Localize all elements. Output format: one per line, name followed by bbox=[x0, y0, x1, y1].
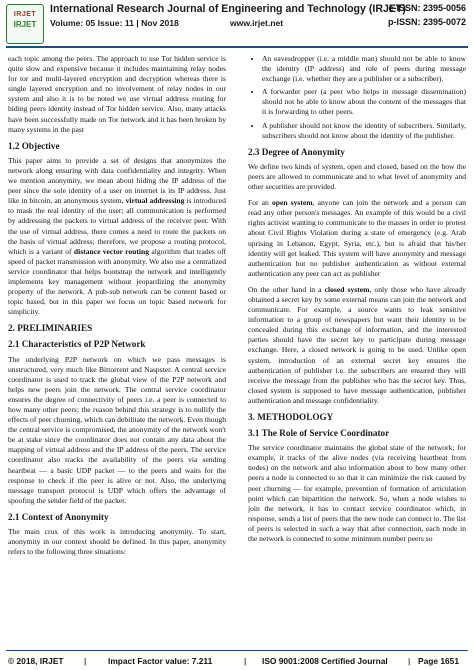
paragraph: each topic among the peers. The approach to use Tor hidden service is quite slow and expensive because it includes maintaining relay nodes for tor and multi-layered encryption and decryption whereas there is single layered encryption and no involvement of relay nodes in our system and also it is to be noted we use virtual address routing for hiding peers identity instead of Tor hidden service. Also, many attacks have been successfully made on Tor network and it has been broken by many systems in the past bbox=[8, 54, 226, 134]
irjet-logo bbox=[6, 4, 44, 44]
paragraph: We define two kinds of system, open and closed, based on the how the peers are allowed to communicate and to what level of anonymity and other securities are provided. bbox=[248, 161, 466, 192]
list-item: • An eavesdropper (i.e. a middle man) should not be able to know the identity (IP address) and role of peers during message exchange (i.e. whether they are a publisher or a subscriber). bbox=[262, 54, 466, 84]
journal-website-link[interactable]: www.irjet.net bbox=[230, 18, 284, 28]
journal-title: International Research Journal of Engineering and Technology (IRJET) bbox=[50, 3, 406, 15]
footer-page-number: Page 1651 bbox=[418, 656, 459, 666]
footer-iso: ISO 9001:2008 Certified Journal bbox=[262, 656, 388, 666]
section-heading-objective: 1.2 Objective bbox=[8, 140, 60, 151]
paragraph bbox=[248, 285, 466, 406]
text-run: is introduced to mask the real identity of the user; all communication is performed by addressing the packets to virtual address of the receiver peer. With the use of virtual address, there comes a need to route the packets on the basis of virtual address; therefore, we propose a routing protocol, which is a variant of bbox=[8, 196, 226, 256]
right-column bbox=[248, 54, 466, 550]
bold-term: distance vector routing bbox=[73, 246, 150, 256]
bold-term: open system bbox=[271, 198, 313, 208]
e-issn: e-ISSN: 2395-0056 bbox=[388, 3, 466, 13]
footer-separator: | bbox=[408, 656, 411, 666]
section-heading-p2p: 2.1 Characteristics of P2P Network bbox=[8, 339, 146, 350]
left-column bbox=[8, 54, 226, 563]
section-heading-methodology: 3. METHODOLOGY bbox=[248, 412, 334, 422]
page-footer bbox=[0, 650, 474, 670]
paragraph: The main crux of this work is introducing anonymity. To start, anonymity in our context should be defined. In this paper, anonymity refers to the following three situations: bbox=[8, 527, 226, 557]
paragraph: The service coordinator maintains the global state of the network; for example, it tracks of the alive nodes (via receiving heartbeat from nodes) on the network and also information about to how many other peers a node is connected to so that it can minimize the risk caused by peer churning — for example, prevention of formation of articulation point which can bipartition the network. So, when a node wishes to join the network, it has to contact service coordinator which, in response, sends a list of peers that the new node can connect to. The list of peers is selected in such a way that after connection, each node in the network is connected to some minimum number peers so bbox=[248, 443, 466, 544]
logo-top-text: IRJET bbox=[13, 11, 37, 18]
volume-line bbox=[50, 18, 284, 28]
footer-separator: | bbox=[84, 656, 87, 666]
text-run: For an bbox=[248, 198, 272, 208]
volume-issue: Volume: 05 Issue: 11 | Nov 2018 bbox=[50, 18, 179, 28]
text-run: , only those who have already obtained a secret key by some external means can join the network and communicate. For example, a source wants to leak sensitive information to a group of newspapers but want their identity to be concealed during this exchange of information, and the interested parties should have the secret key to participate during message exchange. Here, a closed network is going to be used. Unlike open system, introduction of an external secret key ensures the authentication of publisher i.e. the subscribers are ensured they will receive the message from the publisher who has the secret key. Thus, closed system is supposed to have message authentication, publisher authentication and message confidentiality. bbox=[248, 284, 466, 405]
list-item: • A forwarder peer (a peer who helps in message dissemination) should not be able to know about the content of the messages that it is forwarding to other peers. bbox=[262, 87, 466, 117]
text-run: This paper aims to provide a set of designs that anonymizes the network along ensuring with data confidentiality and integrity. When we mention anonymity, we mean about hiding the IP address of the peer since the sole identity of a user on internet is its IP address. Just like in bitcoin, an anonymous system, bbox=[8, 155, 226, 206]
list-item: • A publisher should not know the identity of subscribers. Similarly, subscribers should not know about the identity of the publisher. bbox=[262, 121, 466, 141]
text-run: , anyone can join the network and a person can read any other person's messages. An example of this would be a civil rights activist wanting to communicate to the masses in order to protest about Civil Rights Violation during a state of emergency (e.g. Arab uprising in Lebanon, Egypt, Syria, etc.), but is afraid that his/her identity will get leaked. This system will have anonymity and message authentication but no publisher authentication as without external authentication any peer can act as publisher bbox=[248, 198, 466, 278]
footer-separator: | bbox=[244, 656, 247, 666]
bold-term: virtual addressing bbox=[125, 196, 185, 206]
paragraph bbox=[8, 156, 226, 318]
paragraph: The underlying P2P network on which we pass messages is unstructured, very much like Bittorrent and Naspster. A central service coordinator is used to track the global view of the P2P network and helps new peers join the network. The central service coordinator ensures the degree of connectivity of peers i.e. a peer is connected to how many other peers; the reason behind this strategy is to nullify the effects of peer churning, which can debilitate the network. Even though the central service is compromised, the anonymity of the network won't be at stake since the coordinator does not contain any data about the mapping of virtual address and the IP address of the peers. The service coordinator also tracks the availability of the peers via sending heartbeat — a basic UDP packet — to the peers and waits for the response to check if the peer is alive or not. Also, the underlying message transport protocol is UDP which offers the advantage of spoofing the sender field of the packet. bbox=[8, 354, 226, 505]
anonymity-conditions-list bbox=[248, 54, 466, 141]
logo-bottom-text: IRJET bbox=[13, 20, 37, 29]
p-issn: p-ISSN: 2395-0072 bbox=[387, 17, 466, 27]
section-heading-degree: 2.3 Degree of Anonymity bbox=[248, 146, 345, 157]
bold-term: closed system bbox=[324, 284, 370, 294]
text-run: algorithm that trades off speed of packet transmission with anonymity. We also use a centralized service coordinator that helps bootstrap the network and intelligently implements key management without jeopardizing the anonymity property of the network. A pub-sub network can be content based or topic based, but in this paper we focus on topic based network for simplicity. bbox=[8, 246, 226, 317]
footer-copyright: © 2018, IRJET bbox=[8, 656, 64, 666]
text-run: On the other hand in a bbox=[248, 284, 325, 294]
paragraph bbox=[248, 198, 466, 279]
footer-impact-factor: Impact Factor value: 7.211 bbox=[108, 656, 213, 666]
page-header bbox=[0, 0, 474, 52]
section-heading-role: 3.1 The Role of Service Coordinator bbox=[248, 428, 390, 439]
header-divider bbox=[6, 46, 468, 48]
section-heading-context: 2.1 Context of Anonymity bbox=[8, 511, 109, 522]
section-heading-preliminaries: 2. PRELIMINARIES bbox=[8, 323, 93, 334]
